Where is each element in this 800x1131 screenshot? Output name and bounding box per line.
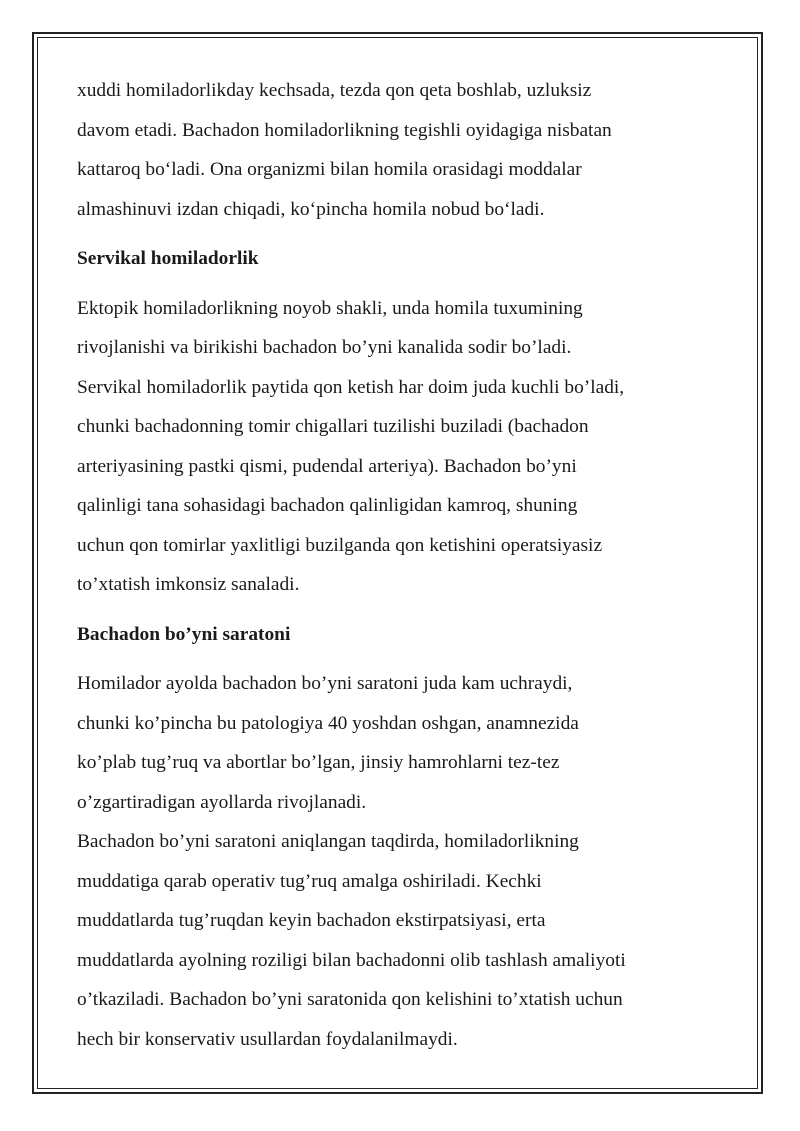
heading-bachadon-boyni-saratoni: Bachadon bo’yni saratoni — [77, 623, 291, 645]
text-line: o’tkaziladi. Bachadon bo’yni saratonida qon kelishini to’xtatish uchun — [77, 989, 623, 1010]
text-line: chunki bachadonning tomir chigallari tuzilishi buziladi (bachadon — [77, 416, 589, 437]
text-line: chunki ko’pincha bu patologiya 40 yoshdan oshgan, anamnezida — [77, 712, 579, 734]
text-line: muddatlarda tug’ruqdan keyin bachadon ekstirpatsiyasi, erta — [77, 910, 546, 931]
document-body — [77, 71, 737, 1059]
text-line: muddatiga qarab operativ tug’ruq amalga oshiriladi. Kechki — [77, 870, 542, 892]
text-line: davom etadi. Bachadon homiladorlikning tegishli oyidagiga nisbatan — [77, 119, 612, 141]
text-line: kattaroq bo‘ladi. Ona organizmi bilan homila orasidagi moddalar — [77, 159, 582, 180]
text-line: hech bir konservativ usullardan foydalanilmaydi. — [77, 1028, 458, 1050]
text-line: xuddi homiladorlikday kechsada, tezda qon qeta boshlab, uzluksiz — [77, 80, 592, 101]
text-line: uchun qon tomirlar yaxlitligi buzilganda qon ketishini operatsiyasiz — [77, 534, 603, 556]
text-line: Servikal homiladorlik paytida qon ketish har doim juda kuchli bo’ladi, — [77, 376, 625, 398]
text-line: ko’plab tug’ruq va abortlar bo’lgan, jinsiy hamrohlarni tez-tez — [77, 752, 560, 773]
text-line: to’xtatish imkonsiz sanaladi. — [77, 574, 300, 595]
text-line: Homilador ayolda bachadon bo’yni saratoni juda kam uchraydi, — [77, 673, 573, 694]
text-line: Bachadon bo’yni saratoni aniqlangan taqdirda, homiladorlikning — [77, 831, 579, 852]
text-line: qalinligi tana sohasidagi bachadon qalinligidan kamroq, shuning — [77, 495, 578, 516]
text-line: Ektopik homiladorlikning noyob shakli, unda homila tuxumining — [77, 297, 583, 319]
heading-servikal-homiladorlik: Servikal homiladorlik — [77, 248, 259, 269]
text-line: o’zgartiradigan ayollarda rivojlanadi. — [77, 791, 367, 813]
text-line: muddatlarda ayolning roziligi bilan bachadonni olib tashlash amaliyoti — [77, 949, 626, 971]
text-line: arteriyasining pastki qismi, pudendal arteriya). Bachadon bo’yni — [77, 455, 577, 477]
text-line: almashinuvi izdan chiqadi, ko‘pincha homila nobud bo‘ladi. — [77, 198, 545, 220]
paragraph-servikal — [77, 289, 737, 605]
text-line: rivojlanishi va birikishi bachadon bo’yni kanalida sodir bo’ladi. — [77, 337, 572, 358]
paragraph-intro — [77, 71, 737, 229]
paragraph-saratoni — [77, 664, 737, 1059]
